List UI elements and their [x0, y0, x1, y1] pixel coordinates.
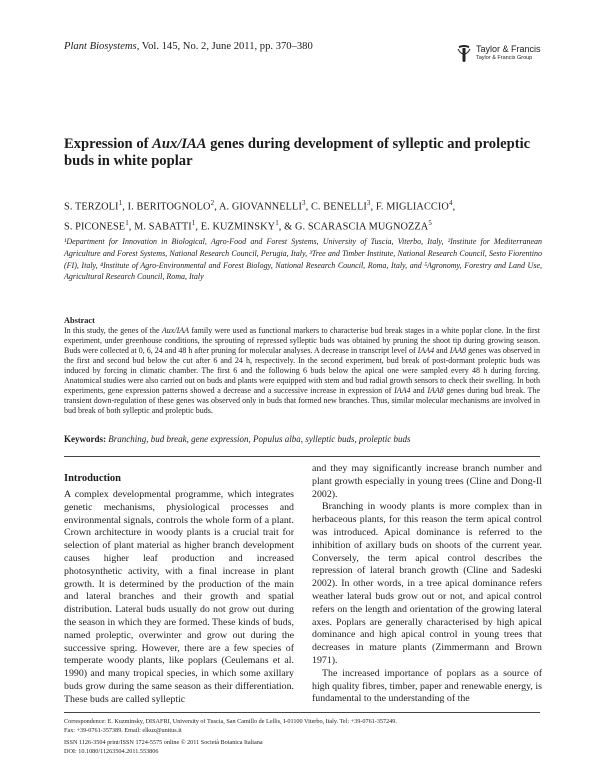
- author-name: S. TERZOLI: [64, 201, 119, 213]
- author-separator: ,: [452, 201, 456, 213]
- author-name: F. MIGLIACCIO: [375, 201, 449, 213]
- abstract-text: In this study, the genes of the Aux/IAA family were used as functional markers to characterise bud break stages in a white poplar clone. In the first experiment, under greenhouse conditions, the sprouting of repressed sylleptic buds was obtained by pruning the shoot tip during growing season. Buds were collected at 0, 6, 24 and 48 h after pruning for molecular analyses. A decrease in transcript level of IAA4 and IAA8 genes was observed in the first and second bud below the cut after 6 and 24 h, respectively. In the second experiment, bud break of post-dormant proleptic buds was induced by forcing in climatic chamber. The first 6 and the following 6 buds below the apical one were sampled every 48 h during forcing. Anatomical studies were also carried out on buds and plants were equipped with stem and bud radial growth sensors to check their swelling. In both experiments, gene expression patterns showed a decrease and a successive increase in expression of IAA4 and IAA8 genes during bud break. The transient down-regulation of these genes was observed only in buds that formed new branches. Thus, similar molecular mechanisms are involved in bud break of both sylleptic and proleptic buds.: [64, 326, 540, 415]
- author-name: I. BERITOGNOLO: [127, 201, 211, 213]
- paragraph: The increased importance of poplars as a source of high quality fibres, timber, paper and renewable energy, is fundamental to the understanding of the: [312, 667, 542, 705]
- author-affiliation-mark: 3: [301, 199, 306, 207]
- keywords-list: Branching, bud break, gene expression, Populus alba, sylleptic buds, proleptic buds: [108, 434, 411, 444]
- author-affiliation-mark: 1: [118, 199, 123, 207]
- footer: [64, 717, 540, 756]
- publisher-logo: [456, 44, 546, 66]
- author-name: C. BENELLI: [310, 201, 367, 213]
- author-separator: ,: [214, 201, 219, 213]
- journal-name: Plant Biosystems: [64, 41, 137, 52]
- author-separator: ,: [195, 221, 201, 233]
- author-name: G. SCARASCIA MUGNOZZA: [294, 221, 429, 233]
- journal-details: , Vol. 145, No. 2, June 2011, pp. 370–380: [136, 41, 313, 52]
- author-name: A. GIOVANNELLI: [218, 201, 302, 213]
- author-affiliation-mark: 5: [428, 219, 432, 228]
- author-affiliation-mark: 1: [275, 219, 279, 228]
- abstract: [64, 316, 540, 416]
- author-affiliation-mark: 2: [210, 199, 215, 207]
- keywords: [64, 434, 540, 444]
- affiliations: ¹Department for Innovation in Biological, Agro-Food and Forest Systems, University of Tuscia, Viterbo, Italy, ²Institute for Mediterranean Agriculture and Forest Systems, National Research Council, Perugia, Italy, ³Tree and Timber Institute, National Research Council, Sesto Fiorentino (FI), Italy, ⁴Institute of Agro-Environmental and Forest Biology, National Research Council, Roma, Italy, and ⁵Agronomy, Forestry and Land Use, Agricultural Research Council, Roma, Italy: [64, 237, 542, 282]
- journal-citation: [64, 41, 313, 52]
- author-list: [64, 195, 544, 236]
- doi: DOI: 10.1080/11263504.2011.553806: [64, 747, 159, 755]
- article-title: Expression of Aux/IAA genes during development of sylleptic and proleptic buds in white poplar: [64, 136, 531, 169]
- section-heading-introduction: Introduction: [64, 473, 121, 484]
- issn: ISSN 1126-3504 print/ISSN 1724-5575 online © 2011 Società Botanica Italiana: [64, 738, 263, 746]
- author-affiliation-mark: 4: [448, 199, 453, 207]
- author-separator: , &: [278, 221, 295, 233]
- author-separator: ,: [370, 201, 376, 213]
- correspondence: Correspondence: E. Kuzminsky, DISAFRI, University of Tuscia, San Camillo de Lellis, I-01100 Viterbo, Italy. Tel: +39-0761-357249.: [64, 718, 397, 725]
- author-affiliation-mark: 3: [366, 199, 371, 207]
- publisher-group: Taylor & Francis Group: [476, 55, 533, 61]
- paragraph: and they may significantly increase branch number and plant growth especially in young trees (Cline and Dong-Il 2002).: [312, 463, 542, 500]
- author-name: M. SABATTI: [134, 221, 192, 233]
- author-separator: ,: [305, 201, 311, 213]
- author-name: S. PICONESE: [64, 221, 126, 233]
- publisher-logo-icon: [456, 44, 472, 64]
- body-column-left: [64, 489, 294, 707]
- author-name: E. KUZMINSKY: [200, 221, 276, 233]
- author-separator: ,: [122, 201, 128, 213]
- author-affiliation-mark: 1: [191, 219, 196, 228]
- footnote-divider: [64, 712, 540, 713]
- paragraph: Branching in woody plants is more complex than in herbaceous plants, for this reason the term apical control was introduced. Apical dominance is referred to the inhibition of axillary buds on shoots of the current year. Conversely, the term apical control describes the repression of lateral branch growth (Cline and Sadeski 2002). In other words, in a tree apical dominance refers weather lateral buds grow out or not, and apical control refers on the length and orientation of the growing lateral axes. Poplars are generally characterised by high apical dominance and high apical control in young trees that decreases in mature plants (Zimmermann and Brown 1971).: [312, 501, 542, 666]
- fax-email: Fax: +39-0761-357389. Email: elkuz@unitus.it: [64, 727, 182, 735]
- keywords-label: Keywords:: [64, 434, 106, 444]
- paragraph: A complex developmental programme, which integrates genetic mechanisms, physiological processes and environmental signals, controls the whole form of a plant. Crown architecture in woody plants is a crucial trait for selection of plant material as higher branch development causes higher leaf production and increased photosynthetic activity, with a final increase in plant growth. It is determined by the production of the main and lateral branches and their growth and spatial distribution. Lateral buds usually do not grow out during the season in which they are formed. These kinds of buds, named proleptic, overwinter and grow out during the successive spring. However, there are a few species of temperate woody plants, like poplars (Ceulemans et al. 1990) and many tropical species, in which some axillary buds grow during the same season as their differentiation. These buds are called sylleptic: [64, 489, 294, 705]
- author-affiliation-mark: 1: [125, 219, 129, 228]
- body-column-right: [312, 463, 542, 706]
- publisher-name: Taylor & Francis: [476, 44, 541, 54]
- abstract-heading: Abstract: [64, 316, 95, 325]
- author-separator: ,: [128, 221, 135, 233]
- divider-top: [64, 456, 540, 457]
